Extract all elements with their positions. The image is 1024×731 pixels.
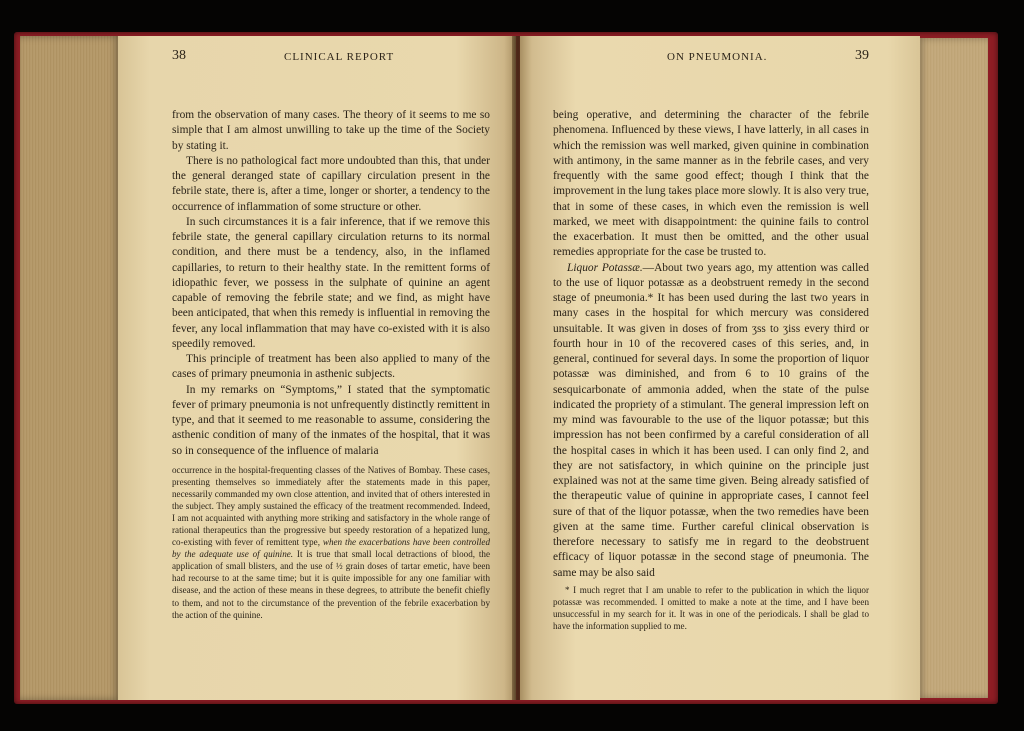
page-edges-left [20, 36, 120, 700]
paragraph: This principle of treatment has been also applied to many of the cases of primary pneumonia in asthenic subjects. [172, 353, 490, 381]
section-title: Liquor Potassæ. [567, 261, 643, 274]
paragraph: In my remarks on “Symptoms,” I stated that the symptomatic fever of primary pneumonia is not unfrequently distinctly remittent in type, and that it seemed to me reasonable to assume, considering the asthenic condition of many of the inmates of the hospital, that it was so in consequence of the influence of malaria [172, 383, 490, 457]
right-page-number: 39 [855, 48, 869, 63]
paragraph: There is no pathological fact more undoubted than this, that under the general deranged state of capillary circulation present in the febrile state, there is, after a time, longer or shorter, a tendency to the occurrence of inflammation of some structure or other. [172, 154, 490, 213]
left-footnote [172, 464, 490, 621]
paragraph: Liquor Potassæ.—About two years ago, my attention was called to the use of liquor potassæ as a deobstruent remedy in the second stage of pneumonia.* It has been used during the last two years in many cases in the hospital for which mercury was considered unsuitable. It was given in doses of from ʒss to ʒiss every third or fourth hour in 10 of the recovered cases of this series, and, in general, continued for several days. In some the proportion of liquor potassæ was diminished, and from 6 to 10 grains of the sesquicarbonate of ammonia added, when the state of the pulse indicated the propriety of a stimulant. The general impression left on my mind was favourable to the use of the liquor potassæ; but this impression has not been confirmed by a careful consideration of all the hospital cases in which it has been used. I can only find 2, and they are not satisfactory, in which quinine on the principle just explained was not at the same time given. Being already satisfied of the therapeutic value of quinine in appropriate cases, I cannot feel sure of that of the liquor potassæ, when the two remedies have been given at the same time. Further careful clinical observation is therefore necessary to satisfy me in regard to the deobstruent efficacy of liquor potassæ in the second stage of pneumonia. The same may be also said [553, 261, 869, 579]
left-page-number: 38 [172, 48, 186, 63]
paragraph: being operative, and determining the character of the febrile phenomena. Influenced by these views, I have latterly, in all cases in which the remission was well marked, given quinine in combination with antimony, in the same manner as in the febrile cases, and very frequently with the same good effect; though I think that the improvement in the lung takes place more slowly. It is also very true, that in some of these cases, in which even the remission is well marked, we meet with disappointment: the quinine fails to control the exacerbation. It must then be omitted, and the other usual remedies appropriate for the case be trusted to. [553, 109, 869, 259]
footnote-emphasis: when the exacerbations have been controlled by the adequate use of quinine. [172, 537, 490, 560]
left-page-header [172, 50, 490, 66]
footnote: * I much regret that I am unable to refer to the publication in which the liquor potassæ was recommended. I omitted to make a note at the time, and I have been unsuccessful in my search for it. It was in one of the periodicals. I shall be glad to have the information supplied to me. [553, 585, 869, 632]
right-page-header [553, 50, 869, 66]
paragraph: from the observation of many cases. The theory of it seems to me so simple that I am almost unwilling to take up the time of the Society by stating it. [172, 109, 490, 152]
left-running-head: CLINICAL REPORT [284, 51, 395, 63]
right-footnote [553, 584, 869, 632]
right-body-text [553, 108, 869, 581]
paragraph: In such circumstances it is a fair inference, that if we remove this febrile state, the general capillary circulation returns to its normal condition, and there must be a tendency, also, in the inflamed capillaries, to return to their healthy state. In the remittent forms of idiopathic fever, we possess in the sulphate of quinine an agent capable of removing the febrile state; and we find, as might have been anticipated, that when this remedy is influential in removing the fever, any local inflammation that may have co-existed with it is also speedily removed. [172, 215, 490, 350]
right-running-head: ON PNEUMONIA. [667, 51, 768, 63]
page-edges-right [918, 38, 988, 698]
footnote-continued: occurrence in the hospital-frequenting classes of the Natives of Bombay. These cases, presenting themselves so immediately after the statements made in this paper, necessarily commanded my own close attention, and invited that of others interested in the subject. They amply sustained the efficacy of the treatment recommended. Indeed, I am not acquainted with anything more striking and satisfactory in the whole range of rational therapeutics than the progressive but speedy restoration of a hepatized lung, co-existing with fever of remittent type, when the exacerbations have been controlled by the adequate use of quinine. It is true that small local detractions of blood, the application of small blisters, and the use of ½ grain doses of tartar emetic, have been had recourse to at the same time; but it is quite impossible for any one familiar with disease, and the action of these means in these degrees, to attribute the benefit chiefly to them, and not to the circumstance of the prevention of the febrile exacerbation by the action of the quinine. [172, 465, 491, 620]
left-body-text [172, 108, 490, 459]
